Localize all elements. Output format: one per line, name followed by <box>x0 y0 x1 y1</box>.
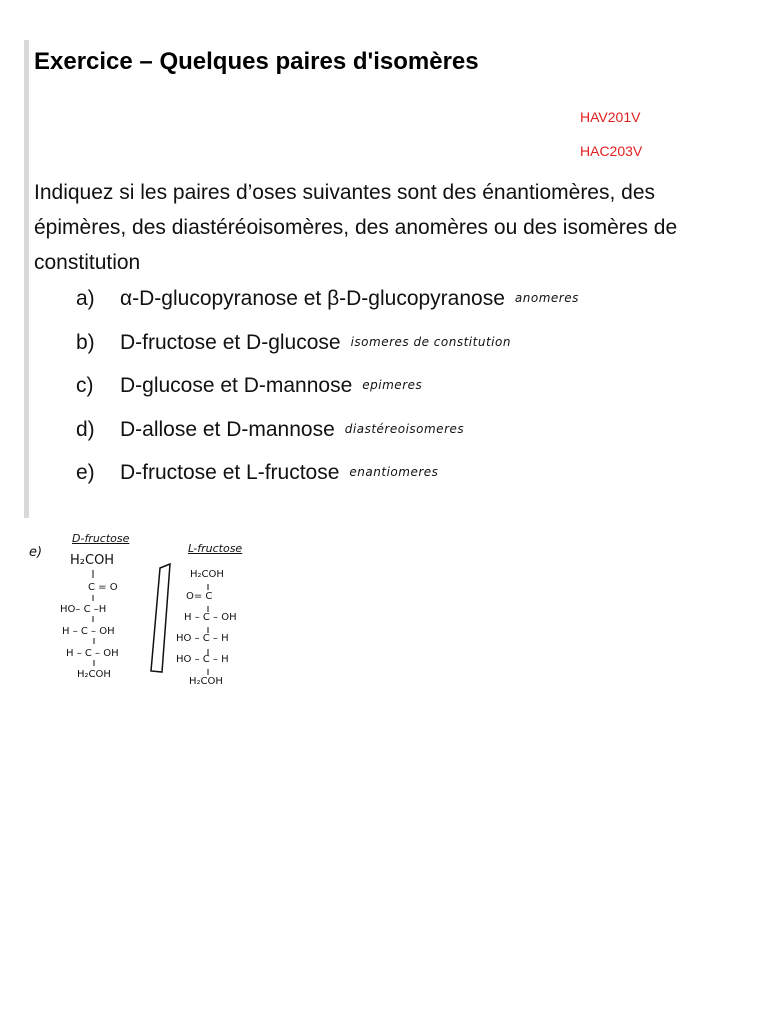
slide-left-bar <box>24 40 29 518</box>
question-item-c <box>76 371 422 400</box>
l-fructose-line-4: HO – C – H <box>176 633 229 644</box>
d-fructose-line-3: HO– C –H <box>60 604 107 615</box>
item-text: D-fructose et L-fructose <box>120 461 340 484</box>
exercise-instructions: Indiquez si les paires d’oses suivantes sont des énantiomères, des épimères, des diastéréoisomères, des anomères ou des isomères de constitution <box>34 181 678 274</box>
handwritten-answer: enantiomeres <box>349 465 439 479</box>
item-letter: c) <box>76 374 94 397</box>
d-fructose-line-4: H – C – OH <box>62 626 115 637</box>
page-title: Exercice – Quelques paires d'isomères <box>34 48 479 75</box>
course-code-1: HAV201V <box>580 109 641 125</box>
handwritten-answer: isomeres de constitution <box>350 335 511 349</box>
l-fructose-line-1: H₂COH <box>190 569 224 580</box>
d-fructose-name: D-fructose <box>72 532 130 545</box>
d-fructose-line-6: H₂COH <box>77 669 111 680</box>
d-fructose-line-5: H – C – OH <box>66 648 119 659</box>
l-fructose-line-3: H – C – OH <box>184 612 237 623</box>
question-item-e <box>76 458 438 487</box>
l-fructose-line-6: H₂COH <box>189 676 223 687</box>
handwritten-notes <box>0 520 300 700</box>
question-item-a <box>76 284 579 313</box>
d-fructose-line-1: H₂COH <box>70 553 115 568</box>
l-fructose-line-2: O= C <box>186 591 213 602</box>
item-letter: a) <box>76 287 95 310</box>
l-fructose-line-5: HO – C – H <box>176 654 229 665</box>
notes-label: e) <box>29 545 43 560</box>
item-text: α-D-glucopyranose et β-D-glucopyranose <box>120 287 505 310</box>
mirror-plane-icon <box>151 564 170 672</box>
d-fructose-line-2: C = O <box>88 582 118 593</box>
item-text: D-allose et D-mannose <box>120 418 335 441</box>
item-letter: d) <box>76 418 95 441</box>
course-code-2: HAC203V <box>580 143 643 159</box>
bond-ticks-drawing <box>0 520 300 700</box>
question-item-b <box>76 328 511 357</box>
item-text: D-glucose et D-mannose <box>120 374 353 397</box>
handwritten-answer: anomeres <box>514 291 579 305</box>
handwritten-answer: epimeres <box>362 378 423 392</box>
item-letter: e) <box>76 461 95 484</box>
question-item-d <box>76 415 464 444</box>
l-fructose-name: L-fructose <box>188 542 243 555</box>
handwritten-answer: diastéreoisomeres <box>344 422 465 436</box>
item-letter: b) <box>76 331 95 354</box>
item-text: D-fructose et D-glucose <box>120 331 341 354</box>
